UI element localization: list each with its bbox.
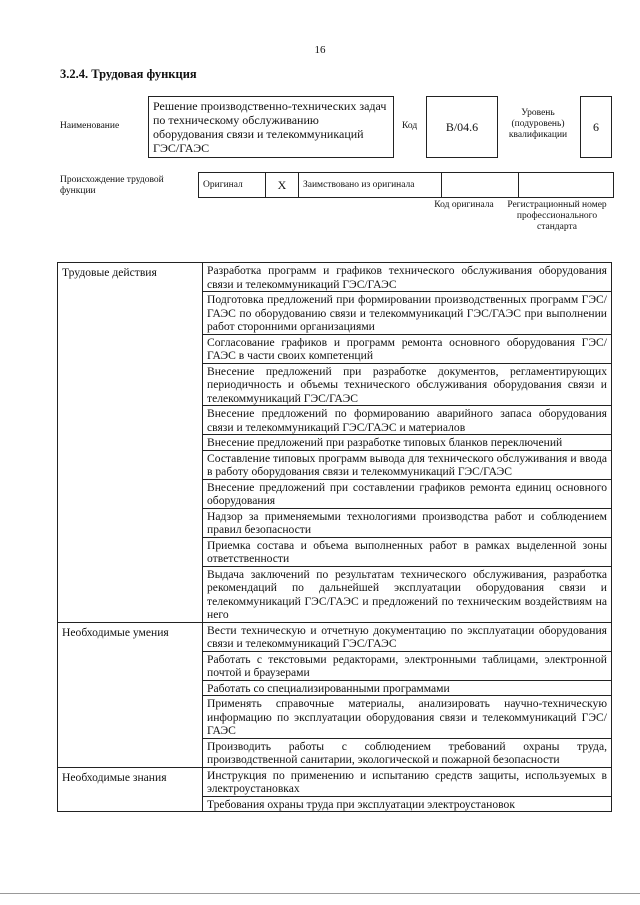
item-cell: Инструкция по применению и испытанию средств защиты, используемых в электроустановках [203,767,612,796]
category-cell: Трудовые действия [58,263,203,623]
function-name-box: Решение производственно-технических задач по техническому обслуживанию оборудования связи и телекоммуникаций ГЭС/ГАЭС [148,96,394,158]
item-cell: Внесение предложений при разработке документов, регламентирующих периодичность и объемы технического обслуживания оборудования связи и телекоммуникаций ГЭС/ГАЭС [203,363,612,406]
item-cell: Работать с текстовыми редакторами, электронными таблицами, электронной почтой и браузерами [203,651,612,680]
item-cell: Подготовка предложений при формировании производственных программ ГЭС/ГАЭС по оборудованию связи и телекоммуникаций ГЭС/ГАЭС при выполнении работ сторонними организациями [203,292,612,335]
labor-function-table [57,262,612,812]
origin-code-cell [442,173,519,198]
origin-label: Происхождение трудовой функции [60,175,164,196]
level-value: 6 [580,96,612,158]
original-cell: Оригинал [199,173,266,198]
item-cell: Применять справочные материалы, анализировать научно-техническую информацию по эксплуатации оборудования связи и телекоммуникаций ГЭС/ГАЭС [203,696,612,739]
origin-table [198,172,614,198]
item-cell: Внесение предложений при разработке типовых бланков переключений [203,435,612,451]
code-value: B/04.6 [426,96,498,158]
table-row [58,622,612,651]
item-cell: Работать со специализированными программами [203,680,612,696]
original-mark: X [266,173,299,198]
table-row [58,767,612,796]
item-cell: Требования охраны труда при эксплуатации электроустановок [203,796,612,812]
page-bottom-rule [0,893,640,894]
item-cell: Согласование графиков и программ ремонта основного оборудования ГЭС/ГАЭС в части своих компетенций [203,334,612,363]
table-row [58,263,612,292]
item-cell: Приемка состава и объема выполненных работ в рамках выделенной зоны ответственности [203,537,612,566]
name-label: Наименование [60,121,120,131]
item-cell: Внесение предложений при составлении графиков ремонта единиц основного оборудования [203,479,612,508]
code-label: Код [402,121,418,131]
origin-reg-caption: Регистрационный номер профессионального стандарта [507,200,607,232]
level-label: Уровень (подуровень) квалификации [508,108,568,140]
borrowed-cell: Заимствовано из оригинала [299,173,442,198]
category-cell: Необходимые знания [58,767,203,812]
item-cell: Производить работы с соблюдением требований охраны труда, производственной санитарии, экологической и пожарной безопасности [203,738,612,767]
page-number: 16 [314,44,326,56]
section-title: 3.2.4. Трудовая функция [60,67,197,81]
item-cell: Вести техническую и отчетную документацию по эксплуатации оборудования связи и телекоммуникаций ГЭС/ГАЭС [203,622,612,651]
origin-code-caption: Код оригинала [434,200,494,210]
item-cell: Составление типовых программ вывода для технического обслуживания и ввода в работу оборудования связи и телекоммуникаций ГЭС/ГАЭС [203,450,612,479]
item-cell: Надзор за применяемыми технологиями производства работ и соблюдением правил безопасности [203,508,612,537]
item-cell: Внесение предложений по формированию аварийного запаса оборудования связи и телекоммуникаций ГЭС/ГАЭС и материалов [203,406,612,435]
category-cell: Необходимые умения [58,622,203,767]
origin-reg-cell [519,173,614,198]
item-cell: Разработка программ и графиков технического обслуживания оборудования связи и телекоммуникаций ГЭС/ГАЭС [203,263,612,292]
item-cell: Выдача заключений по результатам технического обслуживания, разработка рекомендаций по дальнейшей эксплуатации оборудования связи и телекоммуникаций ГЭС/ГАЭС и предложений по техническим воздействиям на него [203,566,612,622]
